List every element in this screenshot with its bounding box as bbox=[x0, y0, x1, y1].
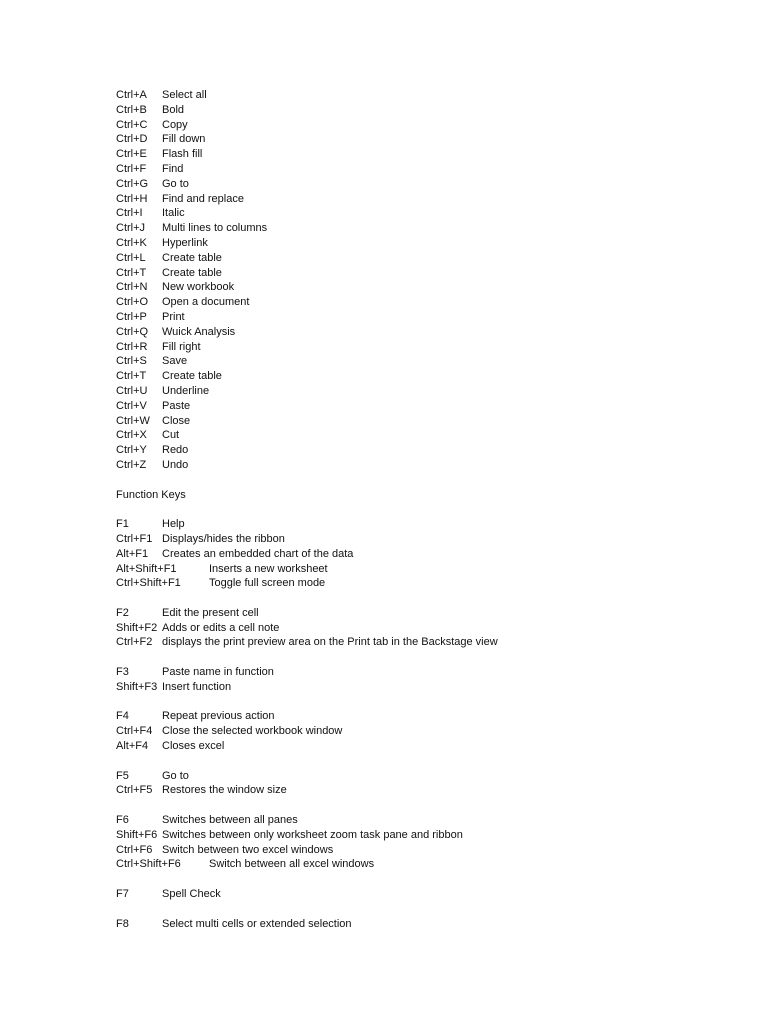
ctrl-shortcut-row bbox=[116, 162, 736, 177]
shortcut-description: Restores the window size bbox=[162, 784, 287, 797]
ctrl-shortcut-row bbox=[116, 103, 736, 118]
shortcut-key: Ctrl+K bbox=[116, 236, 147, 249]
shortcut-description: Underline bbox=[162, 384, 210, 397]
shortcut-description: Paste name in function bbox=[162, 666, 274, 679]
shortcut-description: Adds or edits a cell note bbox=[162, 621, 280, 634]
shortcut-description: Open a document bbox=[162, 296, 250, 309]
shortcut-key: Ctrl+T bbox=[116, 370, 147, 383]
shortcut-key: Ctrl+B bbox=[116, 103, 147, 116]
ctrl-shortcut-row bbox=[116, 177, 736, 192]
document-page bbox=[116, 88, 736, 931]
function-key-list bbox=[116, 502, 736, 931]
shortcut-key: Ctrl+N bbox=[116, 281, 148, 294]
shortcut-key: F2 bbox=[116, 606, 129, 619]
spacer bbox=[116, 872, 736, 887]
function-key-row bbox=[116, 517, 736, 532]
shortcut-key: Ctrl+R bbox=[116, 340, 148, 353]
shortcut-key: Ctrl+J bbox=[116, 222, 146, 235]
ctrl-shortcut-row bbox=[116, 399, 736, 414]
shortcut-description: Creates an embedded chart of the data bbox=[162, 547, 354, 560]
function-key-row bbox=[116, 843, 736, 858]
ctrl-shortcut-row bbox=[116, 384, 736, 399]
function-key-row bbox=[116, 813, 736, 828]
shortcut-description: Close the selected workbook window bbox=[162, 725, 343, 738]
shortcut-key: Ctrl+Q bbox=[116, 325, 149, 338]
shortcut-description: Redo bbox=[162, 444, 189, 457]
shortcut-description: Go to bbox=[162, 769, 189, 782]
shortcut-key: Alt+F1 bbox=[116, 547, 149, 560]
ctrl-shortcut-row bbox=[116, 428, 736, 443]
shortcut-key: Ctrl+D bbox=[116, 133, 148, 146]
shortcut-description: Undo bbox=[162, 458, 189, 471]
shortcut-key: Ctrl+S bbox=[116, 355, 147, 368]
shortcut-description: Repeat previous action bbox=[162, 710, 275, 723]
shortcut-description: Flash fill bbox=[162, 148, 203, 161]
spacer bbox=[116, 798, 736, 813]
shortcut-description: Switch between all excel windows bbox=[209, 858, 375, 871]
shortcut-key: Ctrl+F4 bbox=[116, 725, 153, 738]
shortcut-description: Print bbox=[162, 310, 185, 323]
function-key-row bbox=[116, 665, 736, 680]
shortcut-key: Ctrl+T bbox=[116, 266, 147, 279]
shortcut-key: Shift+F2 bbox=[116, 621, 158, 634]
shortcut-description: Go to bbox=[162, 177, 189, 190]
shortcut-description: New workbook bbox=[162, 281, 235, 294]
shortcut-key: Shift+F3 bbox=[116, 680, 158, 693]
function-key-row bbox=[116, 547, 736, 562]
ctrl-shortcut-row bbox=[116, 414, 736, 429]
function-key-row bbox=[116, 739, 736, 754]
function-key-row bbox=[116, 576, 736, 591]
function-keys-heading: Function Keys bbox=[116, 488, 186, 501]
shortcut-description: Inserts a new worksheet bbox=[209, 562, 328, 575]
spacer bbox=[116, 650, 736, 665]
shortcut-key: Ctrl+A bbox=[116, 89, 147, 101]
ctrl-shortcut-row bbox=[116, 118, 736, 133]
shortcut-key: Ctrl+L bbox=[116, 251, 146, 264]
shortcut-key: F4 bbox=[116, 710, 129, 723]
ctrl-shortcut-list bbox=[116, 88, 736, 473]
shortcut-key: F1 bbox=[116, 518, 129, 531]
ctrl-shortcut-row bbox=[116, 354, 736, 369]
function-key-row bbox=[116, 635, 736, 650]
function-key-row bbox=[116, 532, 736, 547]
function-key-row bbox=[116, 621, 736, 636]
shortcut-key: Ctrl+V bbox=[116, 399, 147, 412]
shortcut-key: Ctrl+Y bbox=[116, 444, 147, 457]
shortcut-description: Wuick Analysis bbox=[162, 325, 236, 338]
function-key-row bbox=[116, 769, 736, 784]
shortcut-description: Displays/hides the ribbon bbox=[162, 532, 285, 545]
shortcut-description: Help bbox=[162, 518, 185, 531]
ctrl-shortcut-row bbox=[116, 266, 736, 281]
shortcut-description: Fill down bbox=[162, 133, 206, 146]
shortcut-description: Create table bbox=[162, 266, 222, 279]
ctrl-shortcut-row bbox=[116, 325, 736, 340]
shortcut-key: Ctrl+F2 bbox=[116, 636, 153, 649]
shortcut-description: Switch between two excel windows bbox=[162, 843, 334, 856]
shortcut-description: Italic bbox=[162, 207, 185, 220]
shortcut-description: Find bbox=[162, 162, 184, 175]
ctrl-shortcut-row bbox=[116, 280, 736, 295]
shortcut-key: Ctrl+F1 bbox=[116, 532, 153, 545]
shortcut-key: Ctrl+G bbox=[116, 177, 149, 190]
function-key-row bbox=[116, 680, 736, 695]
ctrl-shortcut-row bbox=[116, 251, 736, 266]
shortcut-key: Ctrl+H bbox=[116, 192, 148, 205]
shortcut-key: Ctrl+P bbox=[116, 310, 147, 323]
shortcut-key: Ctrl+F bbox=[116, 162, 147, 175]
shortcut-description: Select all bbox=[162, 89, 207, 101]
function-key-row bbox=[116, 606, 736, 621]
shortcut-description: Switches between all panes bbox=[162, 814, 298, 827]
shortcut-description: Insert function bbox=[162, 680, 232, 693]
spacer bbox=[116, 754, 736, 769]
shortcut-description: Closes excel bbox=[162, 740, 225, 753]
function-key-row bbox=[116, 887, 736, 902]
function-key-row bbox=[116, 917, 736, 932]
shortcut-key: Shift+F6 bbox=[116, 828, 158, 841]
ctrl-shortcut-row bbox=[116, 443, 736, 458]
ctrl-shortcut-row bbox=[116, 340, 736, 355]
shortcut-description: Switches between only worksheet zoom task pane and ribbon bbox=[162, 828, 463, 841]
shortcut-description: Create table bbox=[162, 251, 222, 264]
function-key-row bbox=[116, 724, 736, 739]
function-key-row bbox=[116, 828, 736, 843]
ctrl-shortcut-row bbox=[116, 221, 736, 236]
ctrl-shortcut-row bbox=[116, 206, 736, 221]
spacer bbox=[116, 473, 736, 488]
function-key-row bbox=[116, 783, 736, 798]
shortcut-key: Ctrl+Shift+F6 bbox=[116, 858, 181, 871]
shortcut-description: Edit the present cell bbox=[162, 606, 259, 619]
shortcut-description: Spell Check bbox=[162, 888, 221, 901]
shortcut-key: Ctrl+Shift+F1 bbox=[116, 577, 181, 590]
shortcut-key: Ctrl+X bbox=[116, 429, 147, 442]
ctrl-shortcut-row bbox=[116, 88, 736, 103]
shortcut-key: F8 bbox=[116, 917, 129, 930]
shortcut-description: Copy bbox=[162, 118, 188, 131]
shortcut-key: Ctrl+U bbox=[116, 384, 148, 397]
shortcut-key: F7 bbox=[116, 888, 129, 901]
shortcut-key: F3 bbox=[116, 666, 129, 679]
shortcut-key: Ctrl+F5 bbox=[116, 784, 153, 797]
shortcut-key: F6 bbox=[116, 814, 129, 827]
shortcut-description: Create table bbox=[162, 370, 222, 383]
shortcut-key: Ctrl+O bbox=[116, 296, 149, 309]
ctrl-shortcut-row bbox=[116, 458, 736, 473]
shortcut-key: Alt+F4 bbox=[116, 740, 149, 753]
shortcut-description: Bold bbox=[162, 103, 185, 116]
function-key-row bbox=[116, 562, 736, 577]
shortcut-description: Cut bbox=[162, 429, 180, 442]
shortcut-description: Find and replace bbox=[162, 192, 244, 205]
spacer bbox=[116, 902, 736, 917]
shortcut-key: Ctrl+W bbox=[116, 414, 150, 427]
spacer bbox=[116, 502, 736, 517]
function-key-row bbox=[116, 857, 736, 872]
function-key-row bbox=[116, 709, 736, 724]
ctrl-shortcut-row bbox=[116, 295, 736, 310]
function-keys-heading-row bbox=[116, 488, 736, 503]
ctrl-shortcut-row bbox=[116, 369, 736, 384]
spacer bbox=[116, 695, 736, 710]
shortcut-description: Paste bbox=[162, 399, 191, 412]
ctrl-shortcut-row bbox=[116, 132, 736, 147]
shortcut-key: Ctrl+Z bbox=[116, 458, 147, 471]
shortcut-key: Ctrl+I bbox=[116, 207, 143, 220]
shortcut-key: F5 bbox=[116, 769, 129, 782]
ctrl-shortcut-row bbox=[116, 192, 736, 207]
shortcut-description: Hyperlink bbox=[162, 236, 208, 249]
shortcut-description: displays the print preview area on the Print tab in the Backstage view bbox=[162, 636, 498, 649]
ctrl-shortcut-row bbox=[116, 236, 736, 251]
shortcut-description: Toggle full screen mode bbox=[209, 577, 326, 590]
ctrl-shortcut-row bbox=[116, 147, 736, 162]
shortcut-description: Select multi cells or extended selection bbox=[162, 917, 352, 930]
shortcut-description: Close bbox=[162, 414, 191, 427]
ctrl-shortcut-row bbox=[116, 310, 736, 325]
shortcut-key: Alt+Shift+F1 bbox=[116, 562, 177, 575]
shortcut-description: Fill right bbox=[162, 340, 201, 353]
shortcut-key: Ctrl+F6 bbox=[116, 843, 153, 856]
shortcut-key: Ctrl+E bbox=[116, 148, 147, 161]
shortcut-description: Multi lines to columns bbox=[162, 222, 268, 235]
spacer bbox=[116, 591, 736, 606]
shortcut-description: Save bbox=[162, 355, 188, 368]
shortcut-key: Ctrl+C bbox=[116, 118, 148, 131]
